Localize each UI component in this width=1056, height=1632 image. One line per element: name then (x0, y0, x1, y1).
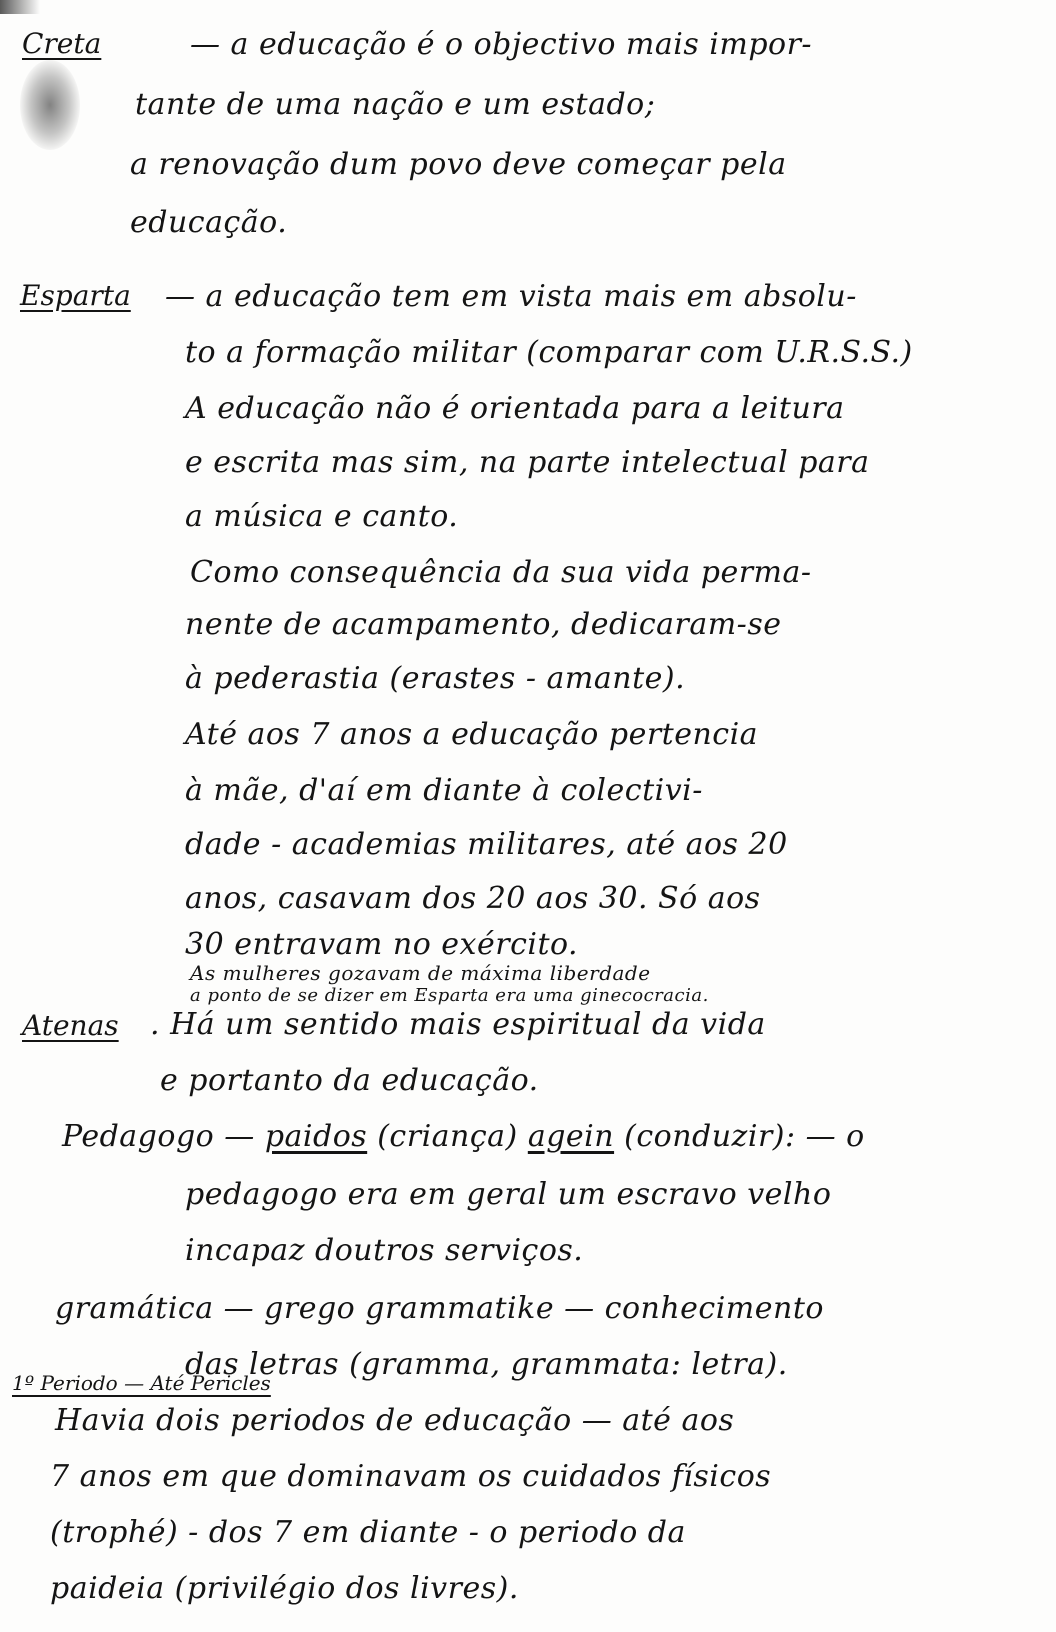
agein-term: agein (527, 1119, 615, 1154)
esparta-line-6: Como consequência da sua vida perma- (190, 555, 812, 590)
creta-line-1: — a educação é o objectivo mais impor- (190, 27, 813, 62)
atenas-line-1: . Há um sentido mais espiritual da vida (150, 1007, 766, 1042)
heading-esparta: Esparta (20, 279, 131, 312)
dash: — (224, 1119, 255, 1154)
pedagogo-term: Pedagogo (62, 1119, 215, 1154)
ink-mark (0, 0, 40, 14)
creta-line-3: a renovação dum povo deve começar pela (130, 147, 787, 182)
esparta-line-10: à mãe, d'aí em diante à colectivi- (185, 773, 703, 808)
esparta-line-13: 30 entravam no exército. (185, 927, 579, 962)
esparta-line-8: à pederastia (erastes - amante). (185, 661, 686, 696)
esparta-line-5: a música e canto. (185, 499, 459, 534)
gramatica-line-1: gramática — grego grammatike — conhecimento (55, 1291, 824, 1326)
esparta-insert-2: a ponto de se dizer em Esparta era uma ginecocracia. (190, 985, 709, 1006)
creta-line-4: educação. (130, 205, 288, 240)
heading-atenas: Atenas (22, 1009, 119, 1042)
heading-creta: Creta (22, 27, 102, 60)
pedagogo-line-3: incapaz doutros serviços. (185, 1233, 584, 1268)
esparta-line-2: to a formação militar (comparar com U.R.S.S.) (185, 335, 913, 370)
paidos-gloss: (criança) (377, 1119, 518, 1154)
agein-gloss: (conduzir): — o (624, 1119, 865, 1154)
heading-periodo: 1º Periodo — Até Pericles (12, 1371, 271, 1395)
esparta-line-4: e escrita mas sim, na parte intelectual para (185, 445, 870, 480)
creta-line-2: tante de uma nação e um estado; (135, 87, 656, 122)
esparta-line-9: Até aos 7 anos a educação pertencia (185, 717, 759, 752)
esparta-line-1: — a educação tem em vista mais em absolu- (165, 279, 857, 314)
esparta-line-3: A educação não é orientada para a leitura (185, 391, 845, 426)
periodo-line-3: (trophé) - dos 7 em diante - o periodo da (50, 1515, 686, 1550)
periodo-line-1: Havia dois periodos de educação — até aos (55, 1403, 735, 1438)
esparta-line-7: nente de acampamento, dedicaram-se (185, 607, 782, 642)
periodo-line-4: paideia (privilégio dos livres). (50, 1571, 519, 1606)
esparta-insert-1: As mulheres gozavam de máxima liberdade (190, 961, 651, 985)
esparta-line-12: anos, casavam dos 20 aos 30. Só aos (185, 881, 761, 916)
gramatica-line-2: das letras (gramma, grammata: letra). (185, 1347, 788, 1382)
paidos-term: paidos (264, 1119, 368, 1154)
pedagogo-line-2: pedagogo era em geral um escravo velho (185, 1177, 832, 1212)
periodo-line-2: 7 anos em que dominavam os cuidados físicos (50, 1459, 772, 1494)
esparta-line-11: dade - academias militares, até aos 20 (185, 827, 788, 862)
pedagogo-line-1 (62, 1120, 865, 1154)
ink-smudge (20, 60, 80, 150)
atenas-line-2: e portanto da educação. (160, 1063, 539, 1098)
